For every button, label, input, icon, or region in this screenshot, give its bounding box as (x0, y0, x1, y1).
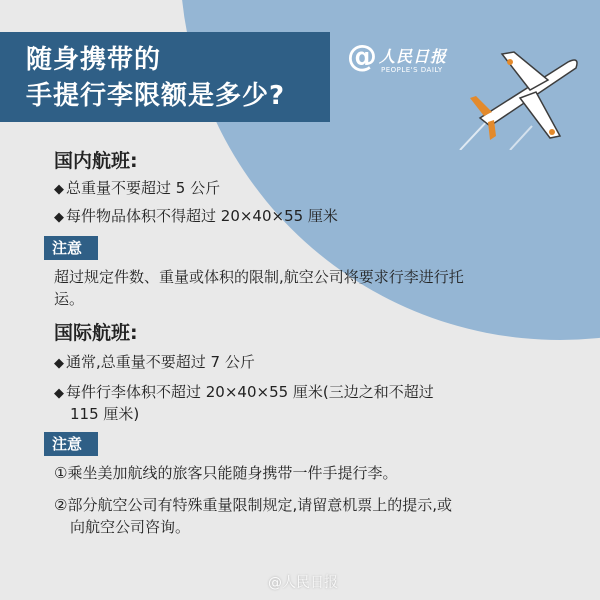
bullet-marker: ◆ (54, 210, 64, 225)
domestic-notice-badge: 注意 (44, 236, 98, 260)
page-title-line-2: 手提行李限额是多少? (26, 81, 286, 111)
domestic-item: ◆ 总重量不要超过 5 公斤 (54, 179, 221, 197)
bullet-marker: ◆ (54, 356, 64, 371)
international-item: ◆ 通常,总重量不要超过 7 公斤 (54, 353, 255, 371)
bullet-marker: ◆ (54, 182, 64, 197)
bullet-marker: ◆ (54, 386, 64, 401)
international-note-2: ②部分航空公司有特殊重量限制规定,请留意机票上的提示,或 向航空公司咨询。 (54, 496, 452, 536)
international-note-1: ①乘坐美加航线的旅客只能随身携带一件手提行李。 (54, 464, 398, 482)
international-notice-badge: 注意 (44, 432, 98, 456)
title-banner (0, 32, 330, 122)
domestic-heading: 国内航班: (54, 150, 138, 172)
airplane-icon (450, 40, 590, 150)
domestic-notice-text: 超过规定件数、重量或体积的限制,航空公司将要求行李进行托 运。 (54, 268, 464, 308)
international-item: ◆ 每件行李体积不超过 20×40×55 厘米(三边之和不超过 115 厘米) (54, 383, 434, 423)
logo-name-en: PEOPLE'S DAILY (381, 66, 443, 74)
logo-name-cn: 人民日报 (379, 47, 448, 66)
international-heading: 国际航班: (54, 322, 138, 344)
domestic-item: ◆ 每件物品体积不得超过 20×40×55 厘米 (54, 207, 338, 225)
page-title-line-1: 随身携带的 (26, 45, 162, 75)
logo-at-symbol: @ (347, 39, 377, 74)
weibo-watermark: @人民日报 (268, 575, 338, 591)
